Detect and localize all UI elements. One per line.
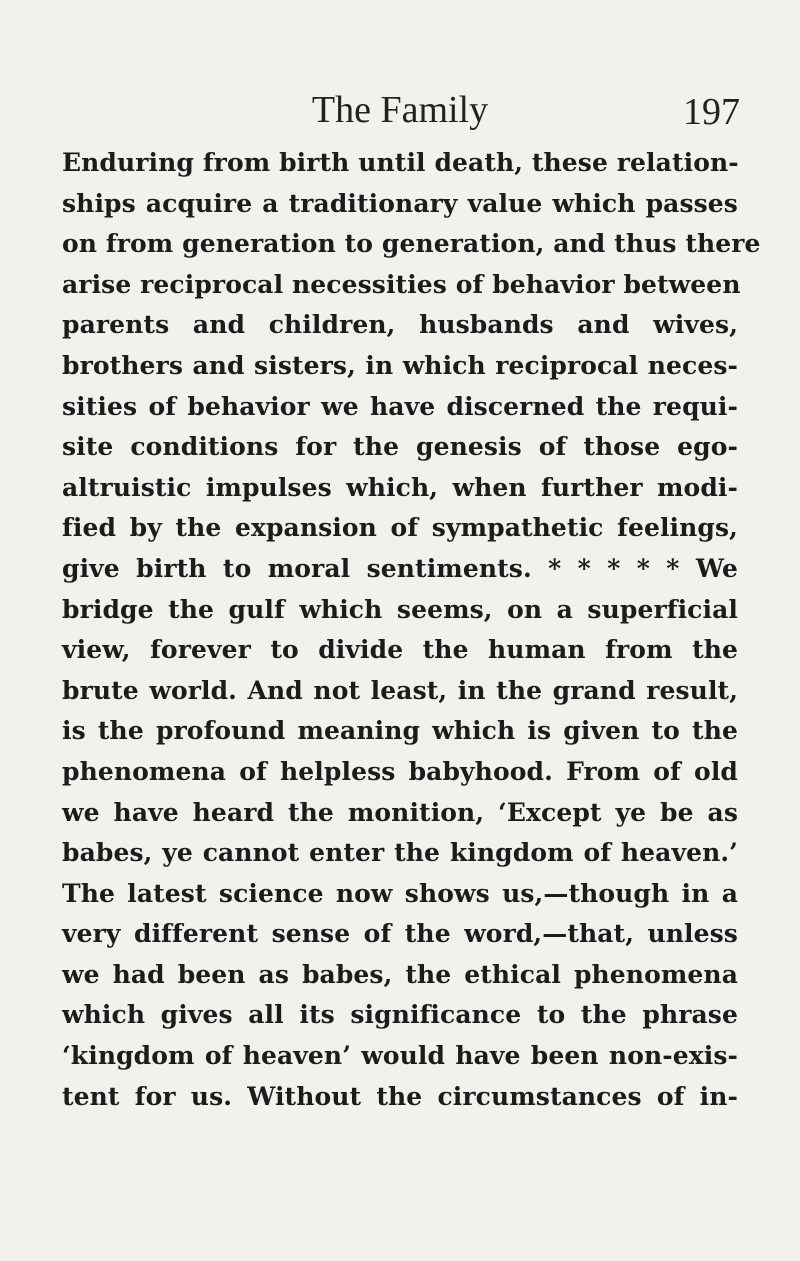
text-line: site conditions for the genesis of those ego- (62, 432, 738, 462)
text-line: we have heard the monition, ‘Except ye be as (62, 797, 738, 827)
text-line: we had been as babes, the ethical phenomena (62, 959, 738, 989)
text-line: brute world. And not least, in the grand result, (62, 675, 738, 705)
text-line: ‘kingdom of heaven’ would have been non-exis- (62, 1041, 738, 1071)
text-line: brothers and sisters, in which reciprocal neces- (62, 350, 738, 380)
text-line: parents and children, husbands and wives, (62, 310, 738, 340)
text-line: babes, ye cannot enter the kingdom of heaven.’ (62, 838, 738, 868)
text-line: view, forever to divide the human from the (62, 635, 738, 665)
text-line: Enduring from birth until death, these relation- (62, 148, 739, 177)
text-line: which gives all its significance to the phrase (62, 1000, 738, 1030)
text-line: ships acquire a traditionary value which passes (62, 188, 738, 218)
text-line: The latest science now shows us,—though in a (62, 878, 738, 908)
running-head (60, 88, 740, 138)
text-line: very different sense of the word,—that, unless (62, 919, 738, 949)
text-line: give birth to moral sentiments. * * * * * We (62, 553, 738, 583)
text-line: arise reciprocal necessities of behavior between (62, 269, 741, 299)
text-line: fied by the expansion of sympathetic feelings, (62, 513, 738, 543)
body-paragraph (62, 143, 761, 1117)
text-line: tent for us. Without the circumstances of in- (62, 1081, 738, 1111)
text-line: phenomena of helpless babyhood. From of old (62, 756, 738, 786)
page-number: 197 (683, 91, 740, 133)
text-line: altruistic impulses which, when further modi- (62, 472, 738, 502)
running-title: The Family (311, 89, 489, 131)
text-line: sities of behavior we have discerned the requi- (62, 391, 738, 421)
text-line: on from generation to generation, and thus there (62, 229, 761, 259)
text-line: is the profound meaning which is given to the (62, 716, 738, 746)
text-line: bridge the gulf which seems, on a superficial (62, 594, 738, 624)
